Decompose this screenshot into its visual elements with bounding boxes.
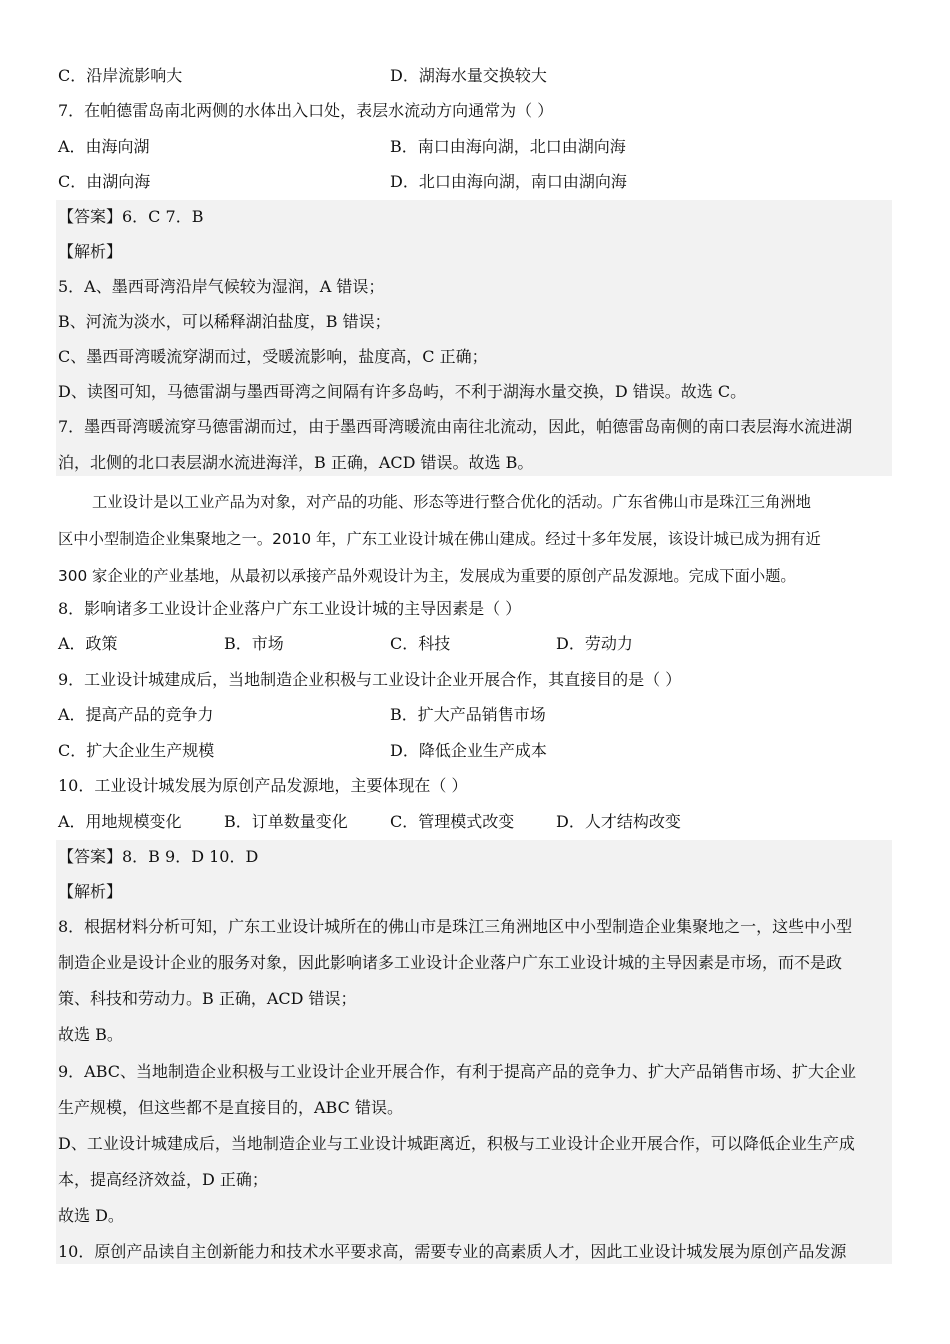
- answer-2-label: 【答案】8．B 9．D 10．D: [58, 847, 259, 866]
- analysis-2-line: D、工业设计城建成后，当地制造企业与工业设计城距离近，积极与工业设计企业开展合作，可以降低企业生产成: [58, 1134, 855, 1153]
- analysis-1-line: 5．A、墨西哥湾沿岸气候较为湿润，A 错误；: [58, 277, 385, 296]
- q7-option-d: D．北口由海向湖，南口由湖向海: [390, 172, 627, 191]
- q9-option-b: B．扩大产品销售市场: [390, 705, 546, 724]
- q7-stem: 7．在帕德雷岛南北两侧的水体出入口处，表层水流动方向通常为（ ）: [58, 101, 554, 120]
- analysis-2-label: 【解析】: [58, 882, 123, 901]
- q7-option-a: A．由海向湖: [58, 137, 150, 156]
- analysis-1-line: B、河流为淡水，可以稀释湖泊盐度，B 错误；: [58, 312, 391, 331]
- analysis-1-label: 【解析】: [58, 242, 123, 261]
- q10-option-d: D．人才结构改变: [556, 812, 681, 831]
- material-line: 区中小型制造企业集聚地之一。2010 年，广东工业设计城在佛山建成。经过十多年发展，该设计城已成为拥有近: [58, 530, 821, 548]
- q8-stem: 8．影响诸多工业设计企业落户广东工业设计城的主导因素是（ ）: [58, 599, 522, 618]
- analysis-1-line: 泊，北侧的北口表层湖水流进海洋，B 正确，ACD 错误。故选 B。: [58, 453, 534, 472]
- analysis-1-line: D、读图可知，马德雷湖与墨西哥湾之间隔有许多岛屿，不利于湖海水量交换，D 错误。故选 C。: [58, 382, 747, 401]
- q8-option-a: A．政策: [58, 634, 118, 653]
- analysis-2-line: 10．原创产品读自主创新能力和技术水平要求高，需要专业的高素质人才，因此工业设计城发展为原创产品发源: [58, 1242, 847, 1261]
- analysis-1-line: C、墨西哥湾暖流穿湖而过，受暖流影响，盐度高，C 正确；: [58, 347, 488, 366]
- q9-stem: 9．工业设计城建成后，当地制造企业积极与工业设计企业开展合作，其直接目的是（ ）: [58, 670, 682, 689]
- analysis-2-line: 本，提高经济效益，D 正确；: [58, 1170, 268, 1189]
- q6-option-c: C．沿岸流影响大: [58, 66, 183, 85]
- q10-stem: 10．工业设计城发展为原创产品发源地，主要体现在（ ）: [58, 776, 468, 795]
- q7-option-b: B．南口由海向湖，北口由湖向海: [390, 137, 626, 156]
- analysis-2-line: 策、科技和劳动力。B 正确，ACD 错误；: [58, 989, 357, 1008]
- q9-option-d: D．降低企业生产成本: [390, 741, 547, 760]
- q6-option-d: D．湖海水量交换较大: [390, 66, 547, 85]
- analysis-2-line: 生产规模，但这些都不是直接目的，ABC 错误。: [58, 1098, 403, 1117]
- analysis-1-line: 7．墨西哥湾暖流穿马德雷湖而过，由于墨西哥湾暖流由南往北流动，因此，帕德雷岛南侧的南口表层海水流进湖: [58, 417, 853, 436]
- q10-option-c: C．管理模式改变: [390, 812, 515, 831]
- analysis-2-line: 故选 D。: [58, 1206, 124, 1225]
- q8-option-c: C．科技: [390, 634, 451, 653]
- material-line: 300 家企业的产业基地，从最初以承接产品外观设计为主，发展成为重要的原创产品发源地。完成下面小题。: [58, 567, 796, 585]
- q9-option-c: C．扩大企业生产规模: [58, 741, 215, 760]
- analysis-2-line: 故选 B。: [58, 1025, 123, 1044]
- q7-option-c: C．由湖向海: [58, 172, 151, 191]
- q8-option-b: B．市场: [224, 634, 284, 653]
- analysis-2-line: 8．根据材料分析可知，广东工业设计城所在的佛山市是珠江三角洲地区中小型制造企业集聚地之一，这些中小型: [58, 917, 853, 936]
- analysis-2-line: 制造企业是设计企业的服务对象，因此影响诸多工业设计企业落户广东工业设计城的主导因素是市场，而不是政: [58, 953, 843, 972]
- material-line: 工业设计是以工业产品为对象，对产品的功能、形态等进行整合优化的活动。广东省佛山市是珠江三角洲地: [92, 493, 811, 511]
- answer-1-label: 【答案】6．C 7．B: [58, 207, 204, 226]
- q9-option-a: A．提高产品的竞争力: [58, 705, 214, 724]
- q8-option-d: D．劳动力: [556, 634, 633, 653]
- q10-option-b: B．订单数量变化: [224, 812, 348, 831]
- answer-block-2: [56, 840, 892, 1264]
- analysis-2-line: 9．ABC、当地制造企业积极与工业设计企业开展合作，有利于提高产品的竞争力、扩大产品销售市场、扩大企业: [58, 1062, 857, 1081]
- q10-option-a: A．用地规模变化: [58, 812, 182, 831]
